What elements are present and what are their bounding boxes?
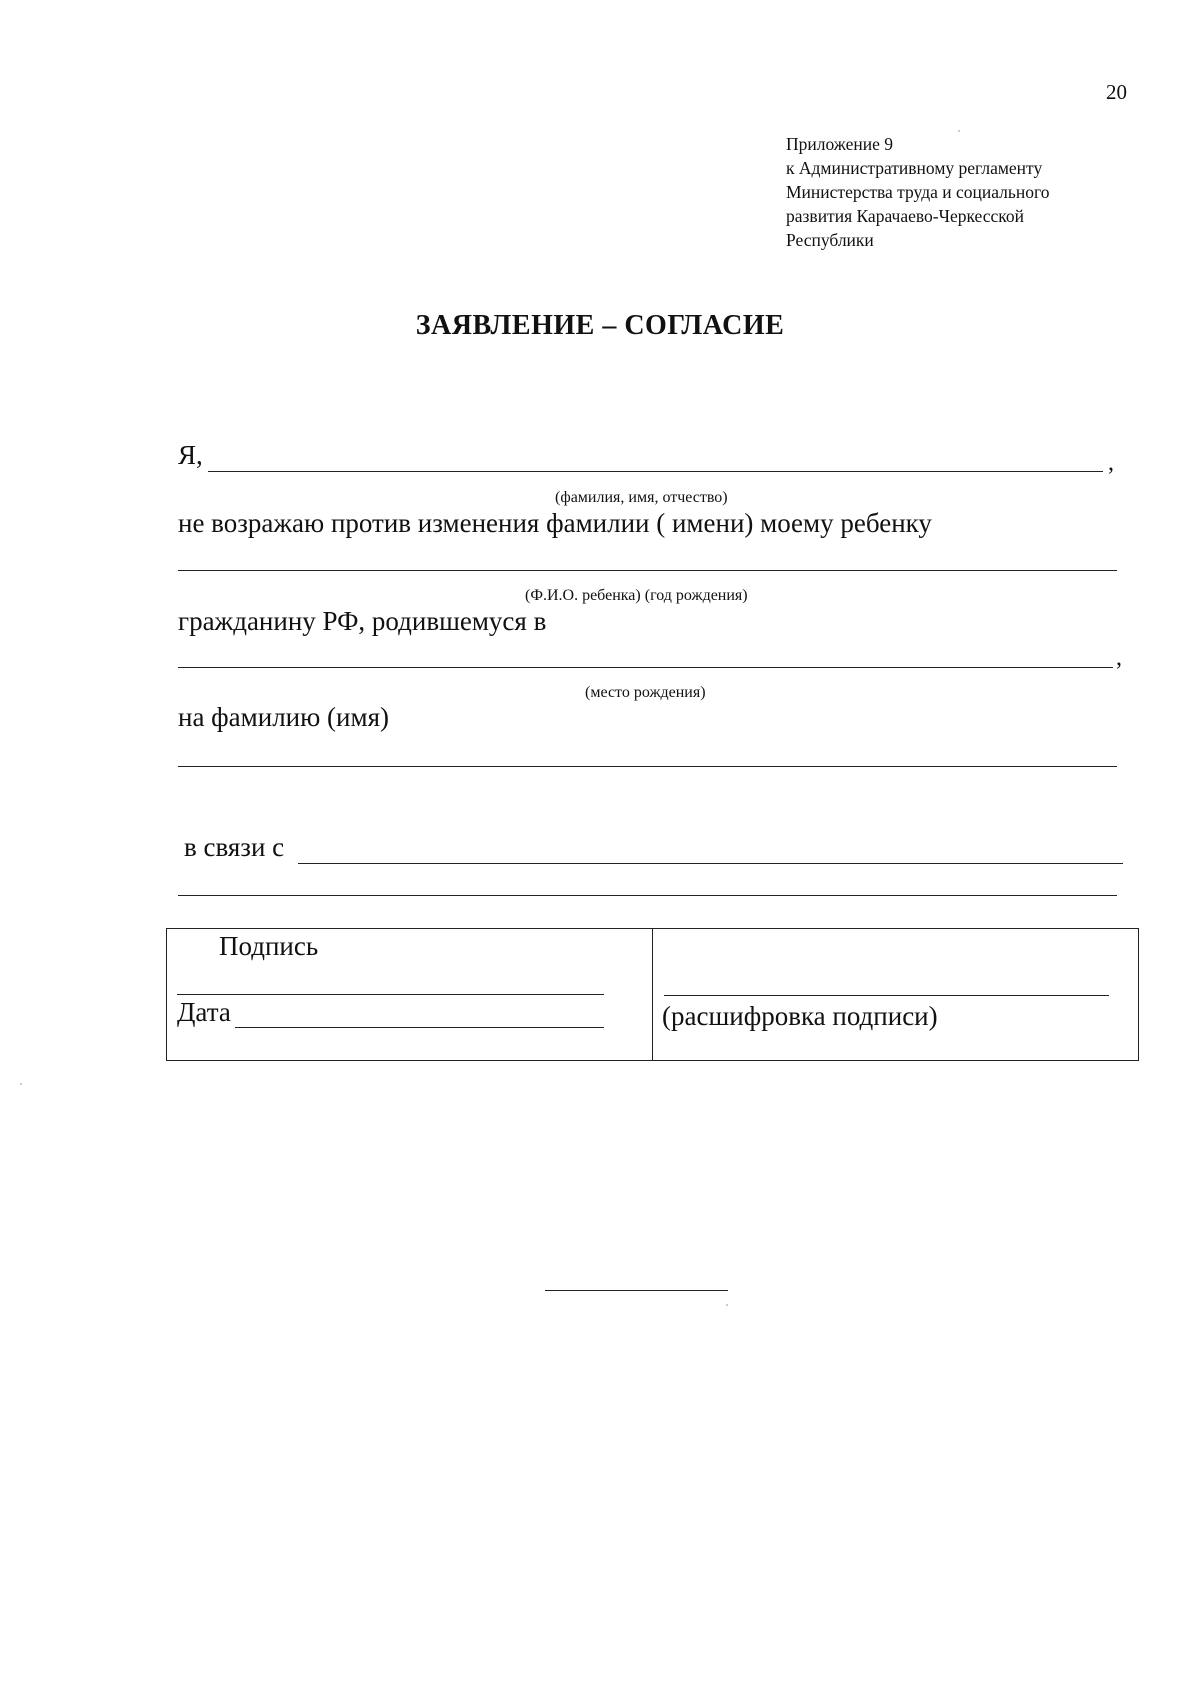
birthplace-line[interactable] [178,667,1113,668]
scan-speck [20,1083,22,1085]
reason-line-2[interactable] [178,895,1117,896]
no-objection-text: не возражаю против изменения фамилии ( имени) моему ребенку [178,508,932,538]
applicant-hint: (фамилия, имя, отчество) [555,489,728,506]
signature-decode-line[interactable] [664,995,1109,996]
surname-text: на фамилию (имя) [178,702,389,732]
signature-table [166,928,1139,1061]
appendix-line: к Административному регламенту [786,158,1043,178]
child-name-line[interactable] [178,570,1117,571]
signature-decode-label: (расшифровка подписи) [662,1001,938,1031]
new-surname-line[interactable] [178,766,1117,767]
applicant-comma: , [1108,450,1114,476]
page-number: 20 [1106,80,1127,104]
applicant-prefix: Я, [178,440,203,470]
birthplace-comma: , [1116,645,1122,671]
document-title: ЗАЯВЛЕНИЕ – СОГЛАСИЕ [415,310,785,341]
appendix-line: Приложение 9 [786,134,894,154]
signature-label: Подпись [219,931,319,961]
child-hint: (Ф.И.О. ребенка) (год рождения) [525,587,748,604]
date-label: Дата [177,997,231,1027]
birthplace-hint: (место рождения) [585,684,706,701]
signature-line[interactable] [177,994,604,995]
appendix-line: Министерства труда и социального [786,182,1050,202]
reason-text: в связи с [184,832,285,862]
scan-speck [958,130,960,132]
citizen-text: гражданину РФ, родившемуся в [178,606,547,636]
appendix-line: Республики [786,230,874,250]
signature-table-divider [652,929,653,1060]
scan-speck [726,1304,728,1306]
appendix-note [786,132,1049,252]
date-line[interactable] [235,1027,604,1028]
appendix-line: развития Карачаево-Черкесской [786,206,1025,226]
reason-line[interactable] [298,863,1123,864]
footer-separator [545,1290,728,1291]
applicant-name-line[interactable] [208,471,1103,472]
